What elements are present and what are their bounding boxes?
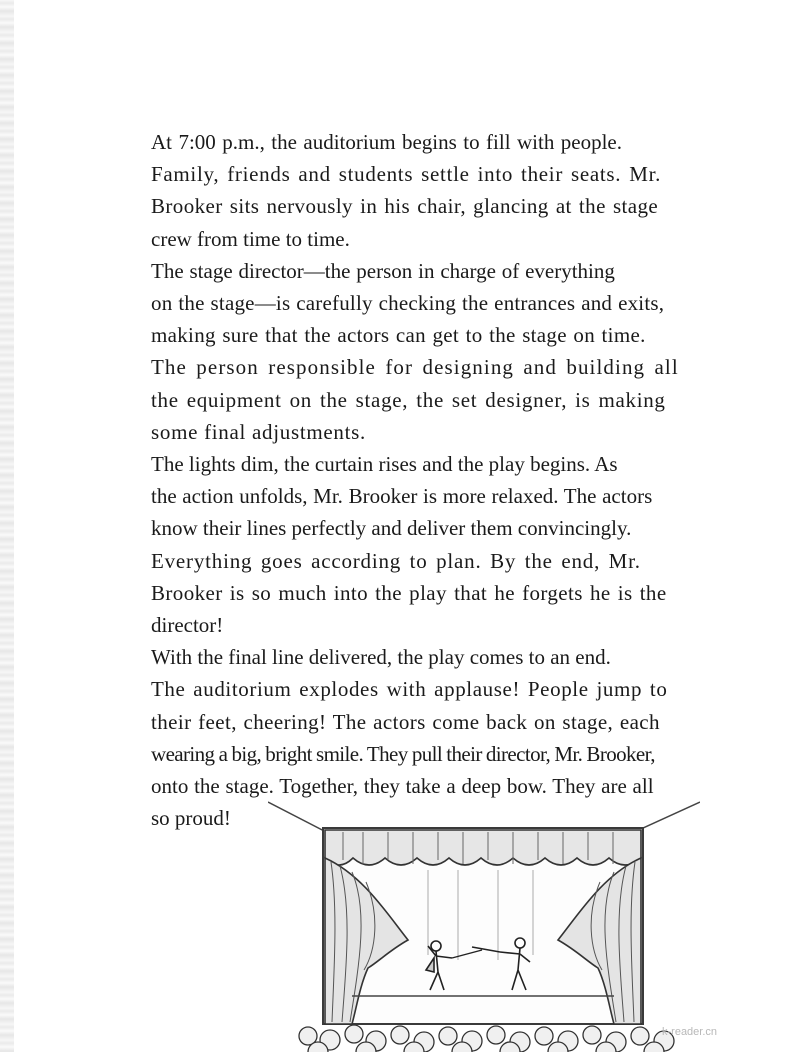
paragraph-3 <box>103 448 703 545</box>
text-line: The person responsible for designing and building all <box>151 355 679 380</box>
text-line: wearing a big, bright smile. They pull their director, Mr. Brooker, <box>151 741 655 766</box>
text-line: The auditorium explodes with applause! People jump to <box>151 677 668 702</box>
text-line: some final adjustments. <box>151 419 366 444</box>
text-line: their feet, cheering! The actors come back on stage, each <box>151 709 660 734</box>
text-line: making sure that the actors can get to the stage on time. <box>151 323 646 348</box>
text-line: the equipment on the stage, the set designer, is making <box>151 387 666 412</box>
paragraph-1 <box>103 126 703 255</box>
curtain-valance <box>325 830 641 865</box>
text-line: The lights dim, the curtain rises and the play begins. As <box>151 452 618 477</box>
text-line: onto the stage. Together, they take a deep bow. They are all <box>151 774 654 799</box>
watermark: k-reader.cn <box>662 1026 718 1038</box>
paragraph-4 <box>103 545 703 642</box>
text-line: At 7:00 p.m., the auditorium begins to fill with people. <box>151 130 622 154</box>
text-line: Brooker is so much into the play that he forgets he is the <box>151 580 667 605</box>
text-line: The stage director—the person in charge of everything <box>151 258 615 283</box>
text-line: the action unfolds, Mr. Brooker is more relaxed. The actors <box>151 484 653 509</box>
paragraph-2 <box>103 255 703 448</box>
left-spotlight-line <box>268 802 330 834</box>
text-line: know their lines perfectly and deliver them convincingly. <box>151 516 632 541</box>
text-line: crew from time to time. <box>151 226 350 251</box>
text-line: director! <box>151 613 224 638</box>
audience <box>299 1025 674 1052</box>
text-line: Family, friends and students settle into their seats. Mr. <box>151 162 662 187</box>
text-line: With the final line delivered, the play comes to an end. <box>151 645 611 670</box>
text-line: on the stage—is carefully checking the entrances and exits, <box>151 291 665 316</box>
text-line: so proud! <box>151 806 231 831</box>
text-line: Everything goes according to plan. By the end, Mr. <box>151 548 641 573</box>
stage-illustration <box>268 800 700 1052</box>
scan-left-edge <box>0 0 14 1052</box>
text-line: Brooker sits nervously in his chair, glancing at the stage <box>151 194 659 219</box>
page-text <box>103 126 703 834</box>
